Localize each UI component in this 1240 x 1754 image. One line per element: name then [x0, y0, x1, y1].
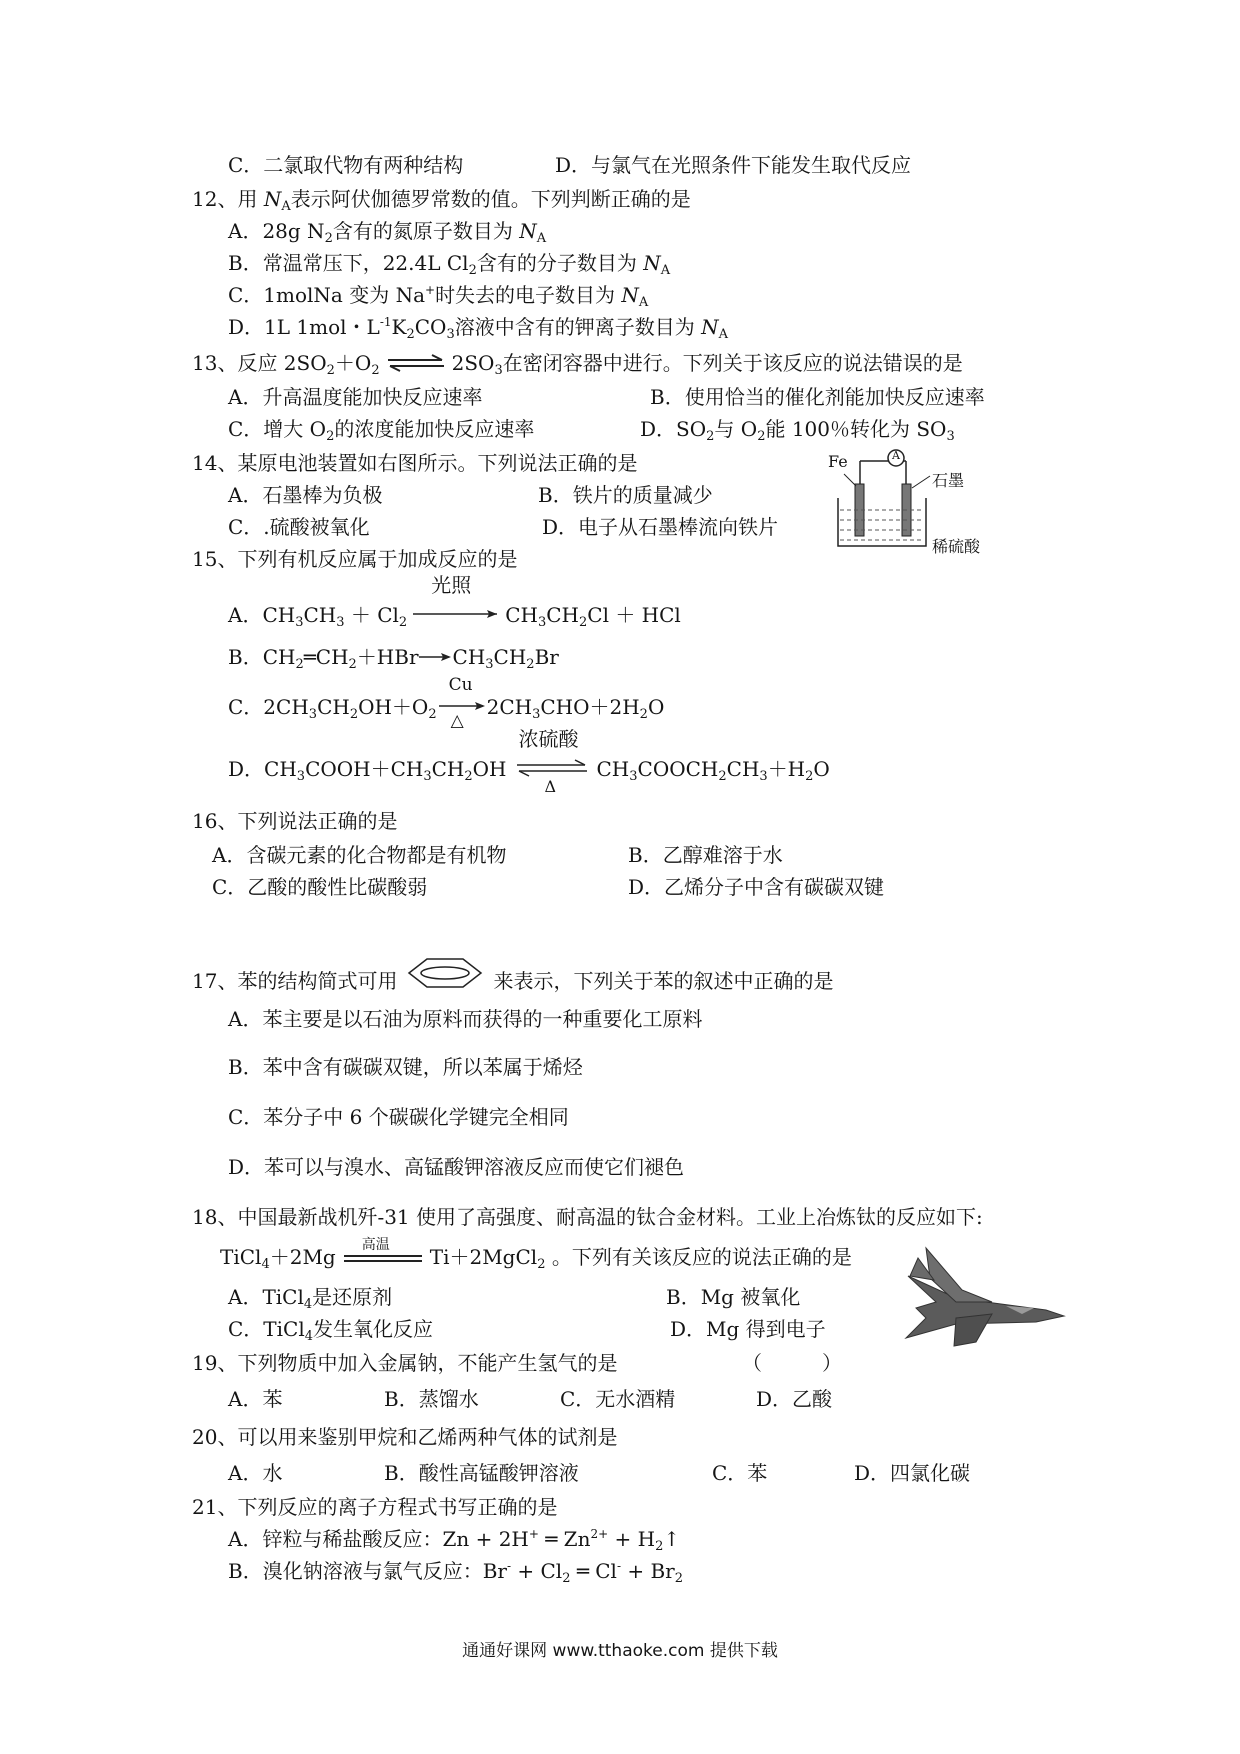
- q18-option-a: A．TiCl$_4$是还原剂: [228, 1285, 393, 1312]
- double-equal-sign-icon: [344, 1248, 422, 1268]
- q21-option-b: B．溴化钠溶液与氯气反应：$Br^- + Cl_2$ ═ $Cl^- + Br_2$: [228, 1559, 684, 1586]
- q14-option-b: B．铁片的质量减少: [538, 483, 713, 507]
- q14-stem: 14、某原电池装置如右图所示。下列说法正确的是: [192, 451, 638, 475]
- q19-stem: 19、下列物质中加入金属钠，不能产生氢气的是: [192, 1351, 618, 1375]
- q17-option-c: C．苯分子中 6 个碳碳化学键完全相同: [228, 1105, 569, 1129]
- q17-option-d: D．苯可以与溴水、高锰酸钾溶液反应而使它们褪色: [228, 1155, 685, 1179]
- q16-option-d: D．乙烯分子中含有碳碳双键: [628, 875, 885, 899]
- fe-label: Fe: [828, 452, 848, 471]
- q16-stem: 16、下列说法正确的是: [192, 809, 398, 833]
- ammeter-label: A: [892, 449, 900, 462]
- q15-option-a: A．$CH_3CH_3 + Cl_2$ 光照 $CH_3CH_2Cl$ ＋ HCl: [228, 573, 681, 630]
- fighter-jet-icon: [896, 1238, 1066, 1348]
- light-condition-label: 光照: [431, 573, 472, 597]
- q19-option-a: A．苯: [228, 1387, 283, 1411]
- equilibrium-arrow-icon: [386, 354, 446, 372]
- q13-option-b: B．使用恰当的催化剂能加快反应速率: [650, 385, 985, 409]
- q21-stem: 21、下列反应的离子方程式书写正确的是: [192, 1495, 558, 1519]
- q13-option-d: D．$SO_2$与 $O_2$能 100％转化为 $SO_3$: [640, 417, 955, 444]
- q16-option-b: B．乙醇难溶于水: [628, 843, 783, 867]
- q13-option-c: C．增大 $O_2$的浓度能加快反应速率: [228, 417, 535, 444]
- q15-option-b: B．$CH_2═CH_2+HBr$ $CH_3CH_2Br$: [228, 645, 559, 672]
- q18-option-d: D．Mg 得到电子: [670, 1317, 826, 1341]
- page-footer: 通通好课网 www.tthaoke.com 提供下载: [462, 1641, 778, 1661]
- dilute-sulfuric-acid-label: 稀硫酸: [932, 537, 981, 556]
- q19-answer-parentheses: （ ）: [742, 1351, 842, 1375]
- q13-stem: 13、反应 $2SO_2+O_2$ $2SO_3$在密闭容器中进行。下列关于该反应的说法错误的是: [192, 351, 963, 378]
- q15-stem: 15、下列有机反应属于加成反应的是: [192, 547, 518, 571]
- q17-option-a: A．苯主要是以石油为原料而获得的一种重要化工原料: [228, 1007, 703, 1031]
- q19-option-d: D．乙酸: [756, 1387, 833, 1411]
- q13-option-a: A．升高温度能加快反应速率: [228, 385, 483, 409]
- q20-option-d: D．四氯化碳: [854, 1461, 971, 1485]
- q14-option-c: C．.硫酸被氧化: [228, 515, 370, 539]
- q19-option-c: C．无水酒精: [560, 1387, 676, 1411]
- galvanic-cell-figure: [820, 446, 990, 558]
- q17-option-b: B．苯中含有碳碳双键，所以苯属于烯烃: [228, 1055, 583, 1079]
- q11-option-c: C．二氯取代物有两种结构: [228, 153, 464, 177]
- q18-equation: TiCl$_4$＋2Mg 高温 Ti＋2MgCl$_2$ 。下列有关该反应的说法正确的是: [220, 1244, 852, 1270]
- q12-option-a: A．28g $N_2$含有的氮原子数目为 $N_A$: [228, 219, 547, 246]
- graphite-label: 石墨: [932, 471, 965, 490]
- q18-stem: 18、中国最新战机歼-31 使用了高强度、耐高温的钛合金材料。工业上冶炼钛的反应如下:: [192, 1205, 983, 1229]
- q11-option-d: D．与氯气在光照条件下能发生取代反应: [555, 153, 912, 177]
- heat-condition-label: Δ: [544, 777, 557, 796]
- q16-option-a: A．含碳元素的化合物都是有机物: [212, 843, 507, 867]
- reaction-arrow-icon: [419, 650, 453, 664]
- heat-condition-label: △: [450, 711, 464, 731]
- q12-stem: 12、用 $N_A$表示阿伏伽德罗常数的值。下列判断正确的是: [192, 187, 691, 214]
- q15-option-c: C．$2CH_3CH_2OH+O_2$ Cu △ $2CH_3CHO+2H_2O$: [228, 694, 664, 720]
- q12-option-b: B．常温常压下，22.4L $Cl_2$含有的分子数目为 $N_A$: [228, 251, 671, 278]
- q21-option-a: A．锌粒与稀盐酸反应：Zn + 2H+ ═ $Zn^{2+}$ + $H_2↑$: [228, 1527, 681, 1554]
- q12-option-c: C．1molNa 变为 Na+时失去的电子数目为 $N_A$: [228, 283, 649, 310]
- q14-option-d: D．电子从石墨棒流向铁片: [542, 515, 779, 539]
- reaction-arrow-icon: [411, 604, 501, 624]
- q20-stem: 20、可以用来鉴别甲烷和乙烯两种气体的试剂是: [192, 1425, 618, 1449]
- q18-option-c: C．TiCl$_4$发生氧化反应: [228, 1317, 434, 1344]
- q19-option-b: B．蒸馏水: [384, 1387, 479, 1411]
- conc-sulfuric-acid-label: 浓硫酸: [518, 727, 579, 751]
- q15-option-d: D．$CH_3COOH+CH_3CH_2OH$ 浓硫酸 Δ $CH_3COOCH_2CH_3+H_2O$: [228, 756, 830, 782]
- q16-option-c: C．乙酸的酸性比碳酸弱: [212, 875, 428, 899]
- q20-option-a: A．水: [228, 1461, 283, 1485]
- cu-catalyst-label: Cu: [448, 675, 473, 695]
- q20-option-c: C．苯: [712, 1461, 768, 1485]
- q18-option-b: B．Mg 被氧化: [666, 1285, 801, 1309]
- q20-option-b: B．酸性高锰酸钾溶液: [384, 1461, 579, 1485]
- high-temperature-label: 高温: [361, 1237, 390, 1253]
- fighter-jet-image: [896, 1238, 1066, 1348]
- q12-option-d: D．1L 1mol・$L^{-1}K_2CO_3$溶液中含有的钾离子数目为 $N_A$: [228, 315, 728, 342]
- benzene-structure-icon: [399, 956, 491, 990]
- q14-option-a: A．石墨棒为负极: [228, 483, 383, 507]
- q17-stem: 17、苯的结构简式可用 来表示，下列关于苯的叙述中正确的是: [192, 956, 833, 994]
